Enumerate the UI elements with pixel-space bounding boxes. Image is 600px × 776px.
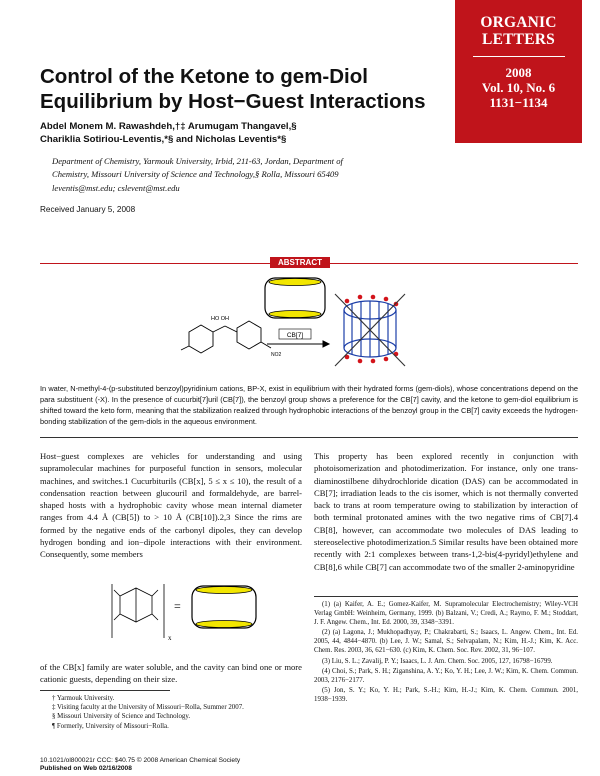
journal-name-line1: ORGANIC: [480, 14, 557, 31]
toc-diol-label: HO OH: [211, 316, 230, 322]
author-emails[interactable]: leventis@mst.edu; cslevent@mst.edu: [52, 183, 180, 193]
affiliation-line1: Department of Chemistry, Yarmouk University, Irbid, 211-63, Jordan, Department of: [52, 156, 343, 166]
footnote: § Missouri University of Science and Technology.: [52, 713, 191, 721]
equilibrium-arrow-icon: [267, 341, 329, 347]
reference-item: (5) Jon, S. Y.; Ko, Y. H.; Park, S.-H.; Kim, H.-J.; Kim, K. Chem. Commun. 2001, 1938−1939.: [314, 686, 578, 703]
page-footer: [40, 757, 240, 773]
reference-item: (3) Liu, S. L.; Zavalij, P. Y.; Isaacs, L. J. Am. Chem. Soc. 2005, 127, 16798−16799.: [322, 657, 553, 665]
footnotes: [52, 694, 312, 731]
title-line1: Control of the Ketone to gem-Diol: [40, 65, 368, 88]
journal-pages: 1131−1134: [489, 95, 548, 110]
reference-item: (4) Choi, S.; Park, S. H.; Ziganshina, A. Y.; Ko, Y. H.; Lee, J. W.; Kim, K. Chem. Commun. 2003, 2176−2177.: [314, 667, 578, 684]
authors-line2: Chariklia Sotiriou-Leventis,*§ and Nicholas Leventis*§: [40, 134, 287, 145]
repeat-index-label: x: [168, 634, 172, 642]
title-line2: Equilibrium by Host−Guest Interactions: [40, 90, 426, 113]
reference-item: (2) (a) Lagona, J.; Mukhopadhyay, P.; Chakrabarti, S.; Isaacs, L. Angew. Chem., Int. Ed. 2005, 44, 4844−4870. (b) Lee, J. W.; Samal, S.; Selvapalam, N.; Kim, H.-J.; Kim, K. Acc. Chem. Res. 2003, 36, 621−630. (c) Kim, K. Chem. Soc. Rev. 2002, 31, 96−107.: [314, 629, 578, 655]
affiliation-line2: Chemistry, Missouri University of Science and Technology,§ Rolla, Missouri 65409: [52, 168, 339, 179]
reference-item: (1) (a) Kaifer, A. E.; Gomez-Kaifer, M. Supramolecular Electrochemistry; Wiley-VCH Verlag GmbH: Weinheim, Germany, 1999. (b) Balzani, V.; Credi, A.; Raymo, F. M.; Stoddart, J. F. Angew. Chem., Int. Ed. 2000, 39, 3348−3391.: [314, 601, 578, 627]
left-column-paragraph2: of the CB[x] family are water soluble, and the cavity can bind one or more cationic guests, depending on their size.: [40, 662, 302, 685]
abstract-label: ABSTRACT: [270, 257, 330, 268]
left-column-paragraph1: Host−guest complexes are vehicles for understanding and using supramolecular machines for purposeful function in sensors, molecular machines, and switches.1 Cucurbiturils (CB[x], 5 ≤ x ≤ 10), the result of a condensation reaction between glucouril and formaldehyde, are barrel-shaped hosts with a hydrophobic cavity whose mean internal diameter ranges from 4.4 Å (CB[5]) to > 10 Å (CB[10]).2,3 Since the rims are formed by the negative ends of the carbonyl dipoles, they can develop hydrogen bonding and ion−dipole interactions with their environment. Consequently, some members: [40, 451, 302, 560]
received-date: Received January 5, 2008: [40, 205, 136, 214]
cucurbituril-barrel-icon: [265, 278, 325, 318]
footnote: ¶ Formerly, University of Missouri−Rolla.: [52, 722, 169, 730]
footer-doi: 10.1021/ol800021r CCC: $40.75 © 2008 American Chemical Society: [40, 757, 241, 764]
abstract-bottom-rule: [40, 437, 578, 438]
footnote-rule: [40, 690, 170, 691]
journal-badge: [455, 0, 582, 143]
journal-divider: [473, 56, 565, 57]
journal-year: 2008: [505, 65, 532, 80]
toc-nitro-label: NO2: [271, 352, 282, 358]
footer-published: Published on Web 02/16/2008: [40, 765, 132, 772]
references-rule: [314, 596, 578, 597]
authors: [40, 120, 460, 146]
abstract-text: In water, N-methyl-4-(p-substituted benzoyl)pyridinium cations, BP-X, exist in equilibrium with their hydrated forms (gem-diols), whose concentrations depend on the para substituent (-X). In the presence of cucurbit[7]uril (CB[7]), the benzoyl group shows a preference for the CB[7] cavity, and the ketone to gem-diol equilibrium is shifted toward the keto form, meaning that the stabilization realized through hydrophobic interactions of the benzoyl group in the CB[7] cavity exceeds the hydrogen-bonding stabilization of the gem-diols in the aqueous environment.: [40, 384, 578, 426]
footnote: ‡ Visiting faculty at the University of Missouri−Rolla, Summer 2007.: [52, 704, 244, 712]
affiliations: [52, 155, 472, 180]
journal-name-line2: LETTERS: [482, 31, 555, 48]
references: [314, 600, 578, 705]
host-guest-complex-icon: [335, 294, 405, 366]
article-title: [40, 64, 460, 114]
svg-text:=: =: [174, 599, 181, 613]
authors-line1: Abdel Monem M. Rawashdeh,†‡ Arumugam Thangavel,§: [40, 121, 297, 132]
cucurbituril-barrel-icon: [192, 586, 256, 628]
guest-molecule-icon: [181, 321, 271, 353]
cucurbituril-structure-figure: [110, 578, 290, 650]
toc-graphic: [175, 270, 455, 378]
glycoluril-unit-icon: [112, 584, 164, 638]
right-column-paragraph1: This property has been explored recently in conjunction with photoisomerization and photodimerization. For instance, only one trans-diaminostilbene dihydrochloride dication (DAS) can be accommodated in CB[7]; irradiation leads to the cis isomer, which is not thermally converted back to trans at room temperature owing to stabilization by interaction of both terminal protonated amines with the two negative rims of CB[7].4 CB[8], however, can accommodate two molecules of DAS leading to stereoselective photodimerization.5 Similar results have been obtained more recently with 2:1 complexes between trans-1,2-bis(4-pyridyl)ethylene and CB[8],6 while CB[7] can accommodate two of the smaller 2-aminopyridine: [314, 451, 578, 572]
footnote: † Yarmouk University.: [52, 695, 115, 702]
journal-volume: Vol. 10, No. 6: [481, 80, 556, 95]
toc-arrow-label: CB[7]: [286, 332, 304, 339]
